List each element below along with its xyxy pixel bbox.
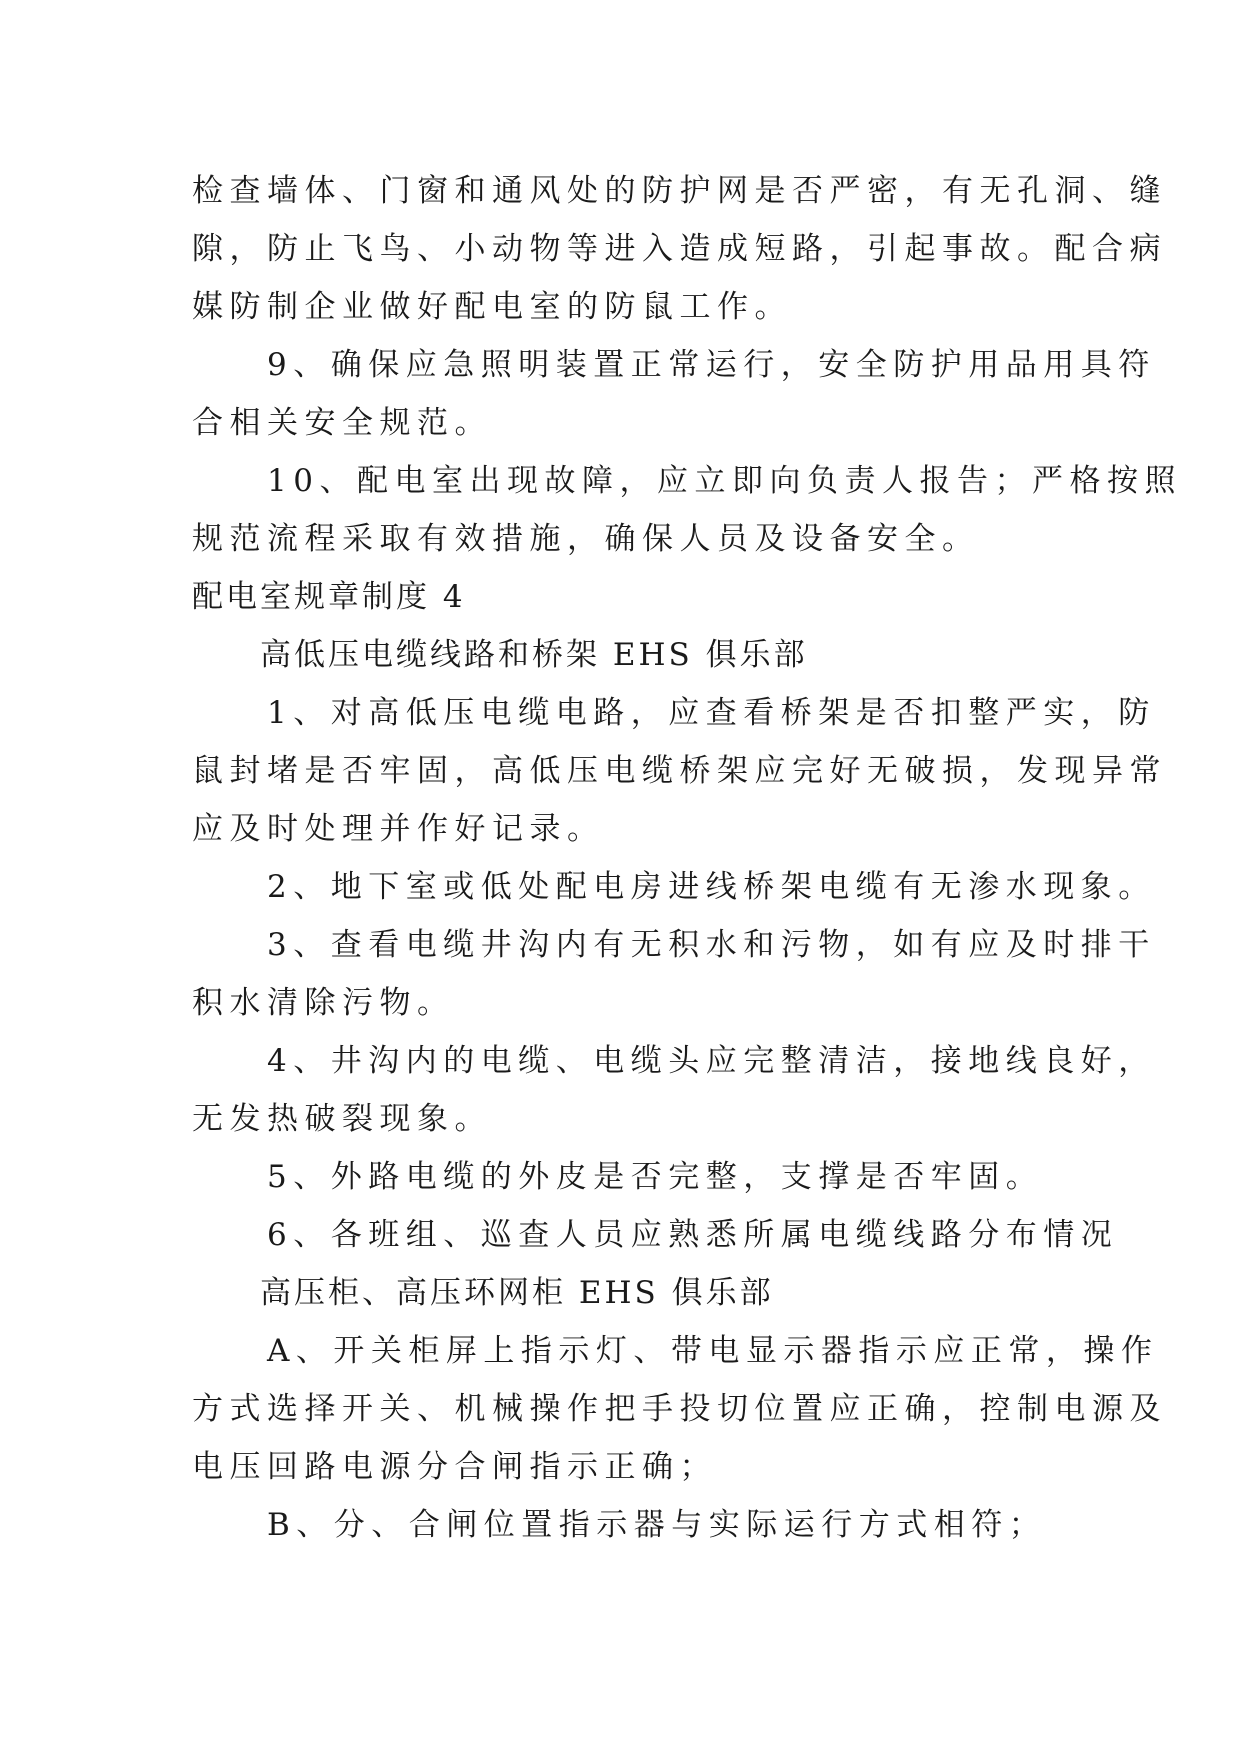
paragraph-line: 电压回路电源分合闸指示正确； bbox=[192, 1449, 717, 1485]
paragraph-line: B、分、合闸位置指示器与实际运行方式相符； bbox=[192, 1507, 1047, 1543]
paragraph-line: 3、查看电缆井沟内有无积水和污物，如有应及时排干 bbox=[192, 927, 1156, 963]
paragraph-line: 隙，防止飞鸟、小动物等进入造成短路，引起事故。配合病 bbox=[192, 231, 1167, 267]
paragraph-line: 4、井沟内的电缆、电缆头应完整清洁，接地线良好， bbox=[192, 1043, 1156, 1079]
paragraph-line: 6、各班组、巡查人员应熟悉所属电缆线路分布情况 bbox=[192, 1217, 1119, 1253]
paragraph-line: 积水清除污物。 bbox=[192, 985, 455, 1021]
paragraph-line: 方式选择开关、机械操作把手投切位置应正确，控制电源及 bbox=[192, 1391, 1167, 1427]
paragraph-line: 1、对高低压电缆电路，应查看桥架是否扣整严实，防 bbox=[192, 695, 1156, 731]
paragraph-line: 规范流程采取有效措施，确保人员及设备安全。 bbox=[192, 521, 980, 557]
sub-heading: 高压柜、高压环网柜 EHS 俱乐部 bbox=[192, 1275, 774, 1311]
section-heading: 配电室规章制度 4 bbox=[192, 579, 466, 615]
document-body bbox=[192, 162, 1182, 1554]
paragraph-line: 5、外路电缆的外皮是否完整，支撑是否牢固。 bbox=[192, 1159, 1044, 1195]
paragraph-line: 鼠封堵是否牢固，高低压电缆桥架应完好无破损，发现异常 bbox=[192, 753, 1167, 789]
paragraph-line: 应及时处理并作好记录。 bbox=[192, 811, 605, 847]
paragraph-line: 2、地下室或低处配电房进线桥架电缆有无渗水现象。 bbox=[192, 869, 1156, 905]
paragraph-line: 媒防制企业做好配电室的防鼠工作。 bbox=[192, 289, 792, 325]
sub-heading: 高低压电缆线路和桥架 EHS 俱乐部 bbox=[192, 637, 808, 673]
paragraph-line: 检查墙体、门窗和通风处的防护网是否严密，有无孔洞、缝 bbox=[192, 173, 1167, 209]
paragraph-line: 无发热破裂现象。 bbox=[192, 1101, 492, 1137]
paragraph-line: 9、确保应急照明装置正常运行，安全防护用品用具符 bbox=[192, 347, 1156, 383]
paragraph-line: 合相关安全规范。 bbox=[192, 405, 492, 441]
paragraph-line: 10、配电室出现故障，应立即向负责人报告；严格按照 bbox=[192, 463, 1182, 499]
paragraph-line: A、开关柜屏上指示灯、带电显示器指示应正常，操作 bbox=[192, 1333, 1159, 1369]
